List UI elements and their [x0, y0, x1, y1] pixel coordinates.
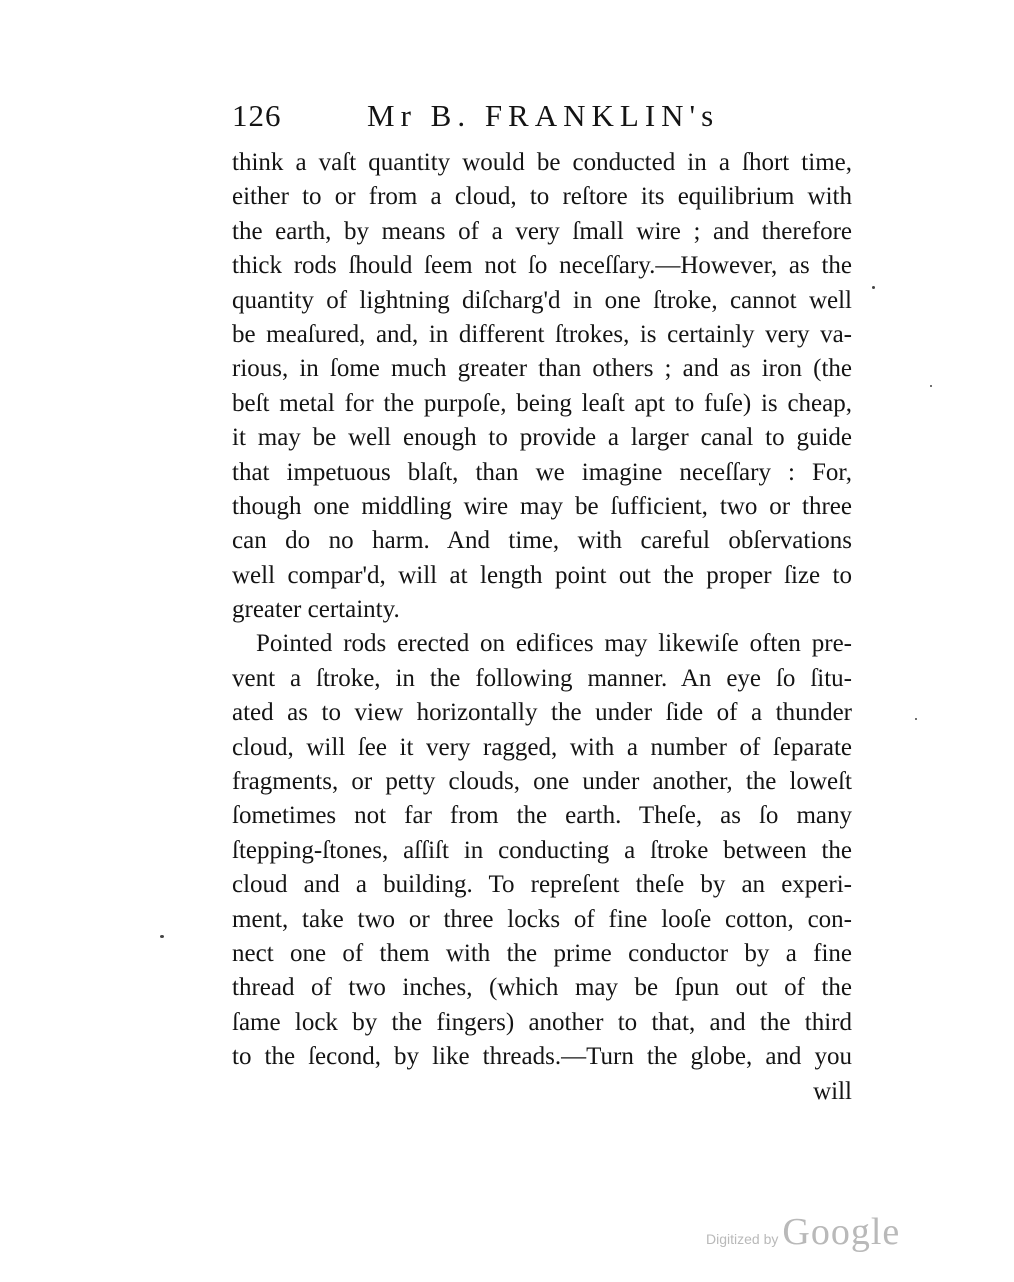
watermark-prefix: Digitized by	[706, 1231, 779, 1247]
text-line: well compar'd, will at length point out the proper ſize to	[232, 561, 852, 589]
page-number: 126	[232, 98, 282, 133]
text-line: ſame lock by the fingers) another to that, and the third	[232, 1008, 852, 1036]
text-line: thread of two inches, (which may be ſpun out of the	[232, 974, 852, 1002]
text-line: ſometimes not far from the earth. Theſe, as ſo many	[232, 802, 852, 830]
text-line: fragments, or petty clouds, one under another, the loweſt	[232, 768, 852, 796]
text-line: rious, in ſome much greater than others ; and as iron (the	[232, 355, 852, 383]
text-line: cloud, will ſee it very ragged, with a number of ſeparate	[232, 733, 852, 761]
text-line: beſt metal for the purpoſe, being leaſt apt to fuſe) is cheap,	[232, 389, 852, 417]
text-line: vent a ſtroke, in the following manner. An eye ſo ſitu-	[232, 664, 852, 692]
text-line: though one middling wire may be ſufficient, two or three	[232, 492, 852, 520]
text-line: ment, take two or three locks of fine looſe cotton, con-	[232, 905, 852, 933]
running-head: Mr B. FRANKLIN's	[367, 98, 720, 133]
text-line: to the ſecond, by like threads.—Turn the globe, and you	[232, 1043, 852, 1071]
text-line: ated as to view horizontally the under ſide of a thunder	[232, 699, 852, 727]
google-logo: Google	[782, 1211, 901, 1253]
digitized-by-google-watermark	[706, 1210, 900, 1254]
text-line: quantity of lightning diſcharg'd in one ſtroke, cannot well	[232, 286, 852, 314]
text-line: ſtepping-ſtones, aſſiſt in conducting a ſtroke between the	[232, 836, 852, 864]
text-line: it may be well enough to provide a larger canal to guide	[232, 424, 852, 452]
scan-speck	[915, 718, 917, 720]
text-line: the earth, by means of a very ſmall wire ; and therefore	[232, 217, 852, 245]
scan-speck	[872, 286, 875, 289]
catchword: will	[813, 1077, 852, 1105]
paragraph-start-line: Pointed rods erected on edifices may likewiſe often pre-	[256, 630, 852, 658]
scan-speck	[160, 935, 164, 938]
text-line: nect one of them with the prime conductor by a fine	[232, 939, 852, 967]
text-line: greater certainty.	[232, 596, 400, 624]
text-line: either to or from a cloud, to reſtore its equilibrium with	[232, 183, 852, 211]
body-text	[232, 146, 852, 1109]
text-line: think a vaſt quantity would be conducted in a ſhort time,	[232, 149, 852, 176]
text-line: cloud and a building. To repreſent theſe by an experi-	[232, 871, 852, 899]
page-header	[232, 98, 852, 138]
text-line: that impetuous blaſt, than we imagine neceſſary : For,	[232, 458, 852, 486]
text-line: can do no harm. And time, with careful obſervations	[232, 527, 852, 555]
text-line: be meaſured, and, in different ſtrokes, is certainly very va-	[232, 320, 852, 348]
text-line: thick rods ſhould ſeem not ſo neceſſary.—However, as the	[232, 252, 852, 280]
scan-speck	[930, 385, 932, 387]
